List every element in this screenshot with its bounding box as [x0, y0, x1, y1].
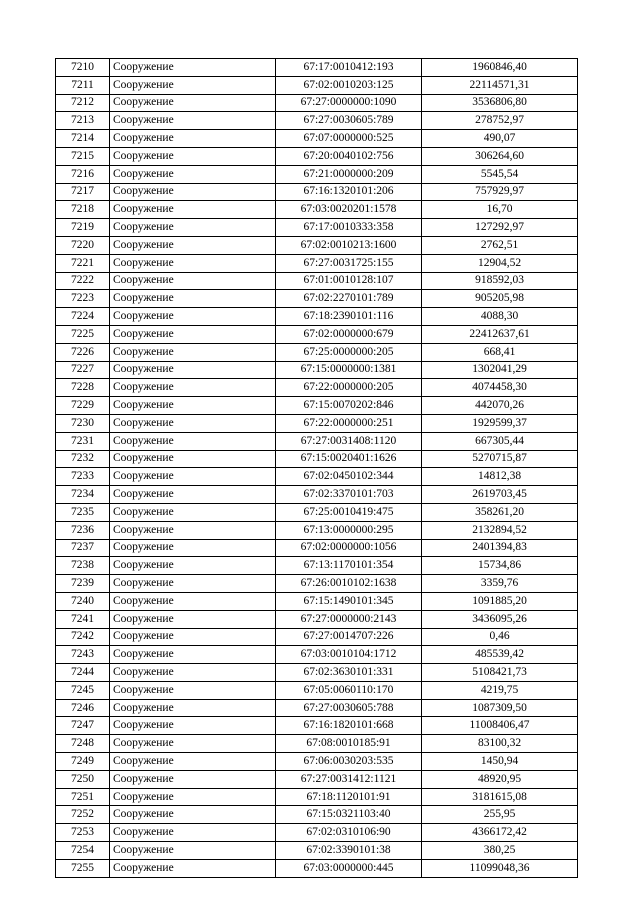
registry-table-body: [56, 59, 578, 878]
object-type-cell: Сооружение: [110, 414, 276, 432]
object-type-cell: Сооружение: [110, 59, 276, 77]
cadastral-number-cell: 67:02:0010213:1600: [276, 236, 422, 254]
table-row: [56, 557, 578, 575]
cadastral-value-cell: 2762,51: [422, 236, 578, 254]
object-type-cell: Сооружение: [110, 130, 276, 148]
table-row: [56, 59, 578, 77]
row-number-cell: 7244: [56, 664, 110, 682]
row-number-cell: 7216: [56, 165, 110, 183]
object-type-cell: Сооружение: [110, 94, 276, 112]
cadastral-number-cell: 67:17:0010412:193: [276, 59, 422, 77]
cadastral-value-cell: 255,95: [422, 806, 578, 824]
row-number-cell: 7227: [56, 361, 110, 379]
row-number-cell: 7226: [56, 343, 110, 361]
row-number-cell: 7218: [56, 201, 110, 219]
cadastral-value-cell: 1087309,50: [422, 699, 578, 717]
row-number-cell: 7233: [56, 468, 110, 486]
cadastral-value-cell: 3359,76: [422, 575, 578, 593]
row-number-cell: 7243: [56, 646, 110, 664]
cadastral-value-cell: 5270715,87: [422, 450, 578, 468]
object-type-cell: Сооружение: [110, 521, 276, 539]
object-type-cell: Сооружение: [110, 147, 276, 165]
table-row: [56, 468, 578, 486]
cadastral-number-cell: 67:02:0450102:344: [276, 468, 422, 486]
object-type-cell: Сооружение: [110, 610, 276, 628]
row-number-cell: 7234: [56, 486, 110, 504]
cadastral-number-cell: 67:15:0000000:1381: [276, 361, 422, 379]
cadastral-number-cell: 67:07:0000000:525: [276, 130, 422, 148]
cadastral-value-cell: 1302041,29: [422, 361, 578, 379]
cadastral-value-cell: 12904,52: [422, 254, 578, 272]
cadastral-number-cell: 67:21:0000000:209: [276, 165, 422, 183]
row-number-cell: 7225: [56, 325, 110, 343]
row-number-cell: 7242: [56, 628, 110, 646]
row-number-cell: 7237: [56, 539, 110, 557]
object-type-cell: Сооружение: [110, 486, 276, 504]
table-row: [56, 236, 578, 254]
row-number-cell: 7246: [56, 699, 110, 717]
table-row: [56, 165, 578, 183]
cadastral-number-cell: 67:02:0000000:679: [276, 325, 422, 343]
cadastral-number-cell: 67:25:0000000:205: [276, 343, 422, 361]
cadastral-value-cell: 667305,44: [422, 432, 578, 450]
row-number-cell: 7248: [56, 735, 110, 753]
cadastral-value-cell: 380,25: [422, 842, 578, 860]
table-row: [56, 361, 578, 379]
cadastral-number-cell: 67:27:0030605:788: [276, 699, 422, 717]
cadastral-number-cell: 67:08:0010185:91: [276, 735, 422, 753]
cadastral-number-cell: 67:18:2390101:116: [276, 308, 422, 326]
cadastral-value-cell: 918592,03: [422, 272, 578, 290]
row-number-cell: 7230: [56, 414, 110, 432]
cadastral-value-cell: 5545,54: [422, 165, 578, 183]
cadastral-value-cell: 3181615,08: [422, 788, 578, 806]
object-type-cell: Сооружение: [110, 592, 276, 610]
table-row: [56, 272, 578, 290]
row-number-cell: 7231: [56, 432, 110, 450]
row-number-cell: 7211: [56, 76, 110, 94]
table-row: [56, 681, 578, 699]
table-row: [56, 112, 578, 130]
cadastral-number-cell: 67:15:0070202:846: [276, 397, 422, 415]
object-type-cell: Сооружение: [110, 254, 276, 272]
row-number-cell: 7240: [56, 592, 110, 610]
table-row: [56, 183, 578, 201]
object-type-cell: Сооружение: [110, 290, 276, 308]
object-type-cell: Сооружение: [110, 450, 276, 468]
cadastral-number-cell: 67:02:0000000:1056: [276, 539, 422, 557]
table-row: [56, 788, 578, 806]
object-type-cell: Сооружение: [110, 308, 276, 326]
cadastral-number-cell: 67:02:2270101:789: [276, 290, 422, 308]
cadastral-value-cell: 490,07: [422, 130, 578, 148]
object-type-cell: Сооружение: [110, 539, 276, 557]
row-number-cell: 7214: [56, 130, 110, 148]
cadastral-number-cell: 67:03:0020201:1578: [276, 201, 422, 219]
cadastral-number-cell: 67:27:0031725:155: [276, 254, 422, 272]
cadastral-value-cell: 278752,97: [422, 112, 578, 130]
object-type-cell: Сооружение: [110, 735, 276, 753]
cadastral-value-cell: 3436095,26: [422, 610, 578, 628]
table-row: [56, 664, 578, 682]
cadastral-value-cell: 905205,98: [422, 290, 578, 308]
table-row: [56, 770, 578, 788]
row-number-cell: 7232: [56, 450, 110, 468]
row-number-cell: 7250: [56, 770, 110, 788]
table-row: [56, 503, 578, 521]
object-type-cell: Сооружение: [110, 788, 276, 806]
cadastral-value-cell: 2132894,52: [422, 521, 578, 539]
cadastral-value-cell: 1091885,20: [422, 592, 578, 610]
row-number-cell: 7219: [56, 219, 110, 237]
row-number-cell: 7251: [56, 788, 110, 806]
object-type-cell: Сооружение: [110, 842, 276, 860]
cadastral-number-cell: 67:15:0020401:1626: [276, 450, 422, 468]
object-type-cell: Сооружение: [110, 397, 276, 415]
cadastral-value-cell: 14812,38: [422, 468, 578, 486]
table-row: [56, 859, 578, 877]
object-type-cell: Сооружение: [110, 236, 276, 254]
table-row: [56, 806, 578, 824]
cadastral-number-cell: 67:06:0030203:535: [276, 753, 422, 771]
object-type-cell: Сооружение: [110, 432, 276, 450]
table-row: [56, 735, 578, 753]
cadastral-value-cell: 3536806,80: [422, 94, 578, 112]
object-type-cell: Сооружение: [110, 859, 276, 877]
cadastral-number-cell: 67:02:3370101:703: [276, 486, 422, 504]
cadastral-number-cell: 67:03:0010104:1712: [276, 646, 422, 664]
cadastral-number-cell: 67:01:0010128:107: [276, 272, 422, 290]
table-row: [56, 450, 578, 468]
table-row: [56, 290, 578, 308]
object-type-cell: Сооружение: [110, 664, 276, 682]
object-type-cell: Сооружение: [110, 699, 276, 717]
table-row: [56, 308, 578, 326]
object-type-cell: Сооружение: [110, 361, 276, 379]
cadastral-number-cell: 67:22:0000000:251: [276, 414, 422, 432]
table-row: [56, 130, 578, 148]
table-row: [56, 717, 578, 735]
row-number-cell: 7238: [56, 557, 110, 575]
row-number-cell: 7235: [56, 503, 110, 521]
cadastral-value-cell: 15734,86: [422, 557, 578, 575]
object-type-cell: Сооружение: [110, 379, 276, 397]
row-number-cell: 7228: [56, 379, 110, 397]
cadastral-value-cell: 306264,60: [422, 147, 578, 165]
cadastral-value-cell: 5108421,73: [422, 664, 578, 682]
cadastral-value-cell: 2401394,83: [422, 539, 578, 557]
cadastral-value-cell: 127292,97: [422, 219, 578, 237]
row-number-cell: 7253: [56, 824, 110, 842]
cadastral-number-cell: 67:26:0010102:1638: [276, 575, 422, 593]
cadastral-value-cell: 22412637,61: [422, 325, 578, 343]
cadastral-value-cell: 358261,20: [422, 503, 578, 521]
table-row: [56, 397, 578, 415]
row-number-cell: 7255: [56, 859, 110, 877]
table-row: [56, 414, 578, 432]
object-type-cell: Сооружение: [110, 806, 276, 824]
cadastral-value-cell: 757929,97: [422, 183, 578, 201]
cadastral-value-cell: 4074458,30: [422, 379, 578, 397]
object-type-cell: Сооружение: [110, 76, 276, 94]
cadastral-number-cell: 67:13:0000000:295: [276, 521, 422, 539]
cadastral-number-cell: 67:18:1120101:91: [276, 788, 422, 806]
object-type-cell: Сооружение: [110, 201, 276, 219]
cadastral-number-cell: 67:05:0060110:170: [276, 681, 422, 699]
table-row: [56, 842, 578, 860]
cadastral-number-cell: 67:02:3390101:38: [276, 842, 422, 860]
object-type-cell: Сооружение: [110, 503, 276, 521]
object-type-cell: Сооружение: [110, 325, 276, 343]
row-number-cell: 7252: [56, 806, 110, 824]
cadastral-value-cell: 4088,30: [422, 308, 578, 326]
row-number-cell: 7223: [56, 290, 110, 308]
object-type-cell: Сооружение: [110, 557, 276, 575]
cadastral-value-cell: 442070,26: [422, 397, 578, 415]
cadastral-value-cell: 48920,95: [422, 770, 578, 788]
row-number-cell: 7239: [56, 575, 110, 593]
object-type-cell: Сооружение: [110, 468, 276, 486]
cadastral-number-cell: 67:22:0000000:205: [276, 379, 422, 397]
row-number-cell: 7245: [56, 681, 110, 699]
cadastral-value-cell: 4366172,42: [422, 824, 578, 842]
row-number-cell: 7217: [56, 183, 110, 201]
row-number-cell: 7220: [56, 236, 110, 254]
cadastral-number-cell: 67:16:1320101:206: [276, 183, 422, 201]
table-row: [56, 94, 578, 112]
table-row: [56, 147, 578, 165]
object-type-cell: Сооружение: [110, 183, 276, 201]
cadastral-number-cell: 67:17:0010333:358: [276, 219, 422, 237]
table-row: [56, 201, 578, 219]
row-number-cell: 7247: [56, 717, 110, 735]
table-row: [56, 325, 578, 343]
object-type-cell: Сооружение: [110, 112, 276, 130]
table-row: [56, 610, 578, 628]
object-type-cell: Сооружение: [110, 628, 276, 646]
table-row: [56, 592, 578, 610]
row-number-cell: 7236: [56, 521, 110, 539]
row-number-cell: 7222: [56, 272, 110, 290]
table-row: [56, 824, 578, 842]
object-type-cell: Сооружение: [110, 272, 276, 290]
table-row: [56, 379, 578, 397]
cadastral-number-cell: 67:27:0031412:1121: [276, 770, 422, 788]
registry-table: [55, 58, 578, 878]
row-number-cell: 7249: [56, 753, 110, 771]
table-row: [56, 76, 578, 94]
cadastral-number-cell: 67:27:0030605:789: [276, 112, 422, 130]
cadastral-value-cell: 1450,94: [422, 753, 578, 771]
cadastral-number-cell: 67:03:0000000:445: [276, 859, 422, 877]
table-row: [56, 646, 578, 664]
row-number-cell: 7221: [56, 254, 110, 272]
cadastral-value-cell: 22114571,31: [422, 76, 578, 94]
row-number-cell: 7215: [56, 147, 110, 165]
table-row: [56, 699, 578, 717]
cadastral-number-cell: 67:16:1820101:668: [276, 717, 422, 735]
cadastral-number-cell: 67:02:0310106:90: [276, 824, 422, 842]
table-row: [56, 539, 578, 557]
object-type-cell: Сооружение: [110, 343, 276, 361]
cadastral-number-cell: 67:13:1170101:354: [276, 557, 422, 575]
table-row: [56, 753, 578, 771]
cadastral-number-cell: 67:02:3630101:331: [276, 664, 422, 682]
cadastral-value-cell: 11008406,47: [422, 717, 578, 735]
object-type-cell: Сооружение: [110, 681, 276, 699]
table-row: [56, 521, 578, 539]
cadastral-number-cell: 67:20:0040102:756: [276, 147, 422, 165]
cadastral-value-cell: 0,46: [422, 628, 578, 646]
row-number-cell: 7212: [56, 94, 110, 112]
cadastral-value-cell: 4219,75: [422, 681, 578, 699]
cadastral-value-cell: 668,41: [422, 343, 578, 361]
table-row: [56, 432, 578, 450]
object-type-cell: Сооружение: [110, 824, 276, 842]
object-type-cell: Сооружение: [110, 770, 276, 788]
cadastral-value-cell: 11099048,36: [422, 859, 578, 877]
row-number-cell: 7229: [56, 397, 110, 415]
table-row: [56, 628, 578, 646]
row-number-cell: 7224: [56, 308, 110, 326]
object-type-cell: Сооружение: [110, 575, 276, 593]
cadastral-number-cell: 67:27:0031408:1120: [276, 432, 422, 450]
object-type-cell: Сооружение: [110, 753, 276, 771]
cadastral-number-cell: 67:15:0321103:40: [276, 806, 422, 824]
cadastral-number-cell: 67:27:0000000:2143: [276, 610, 422, 628]
table-row: [56, 219, 578, 237]
cadastral-value-cell: 1960846,40: [422, 59, 578, 77]
table-row: [56, 343, 578, 361]
table-row: [56, 575, 578, 593]
row-number-cell: 7241: [56, 610, 110, 628]
table-row: [56, 254, 578, 272]
row-number-cell: 7210: [56, 59, 110, 77]
cadastral-value-cell: 2619703,45: [422, 486, 578, 504]
cadastral-value-cell: 485539,42: [422, 646, 578, 664]
object-type-cell: Сооружение: [110, 717, 276, 735]
row-number-cell: 7213: [56, 112, 110, 130]
cadastral-number-cell: 67:15:1490101:345: [276, 592, 422, 610]
cadastral-number-cell: 67:25:0010419:475: [276, 503, 422, 521]
cadastral-value-cell: 83100,32: [422, 735, 578, 753]
object-type-cell: Сооружение: [110, 165, 276, 183]
cadastral-number-cell: 67:27:0014707:226: [276, 628, 422, 646]
cadastral-number-cell: 67:02:0010203:125: [276, 76, 422, 94]
cadastral-value-cell: 1929599,37: [422, 414, 578, 432]
object-type-cell: Сооружение: [110, 646, 276, 664]
row-number-cell: 7254: [56, 842, 110, 860]
table-row: [56, 486, 578, 504]
object-type-cell: Сооружение: [110, 219, 276, 237]
cadastral-value-cell: 16,70: [422, 201, 578, 219]
cadastral-number-cell: 67:27:0000000:1090: [276, 94, 422, 112]
